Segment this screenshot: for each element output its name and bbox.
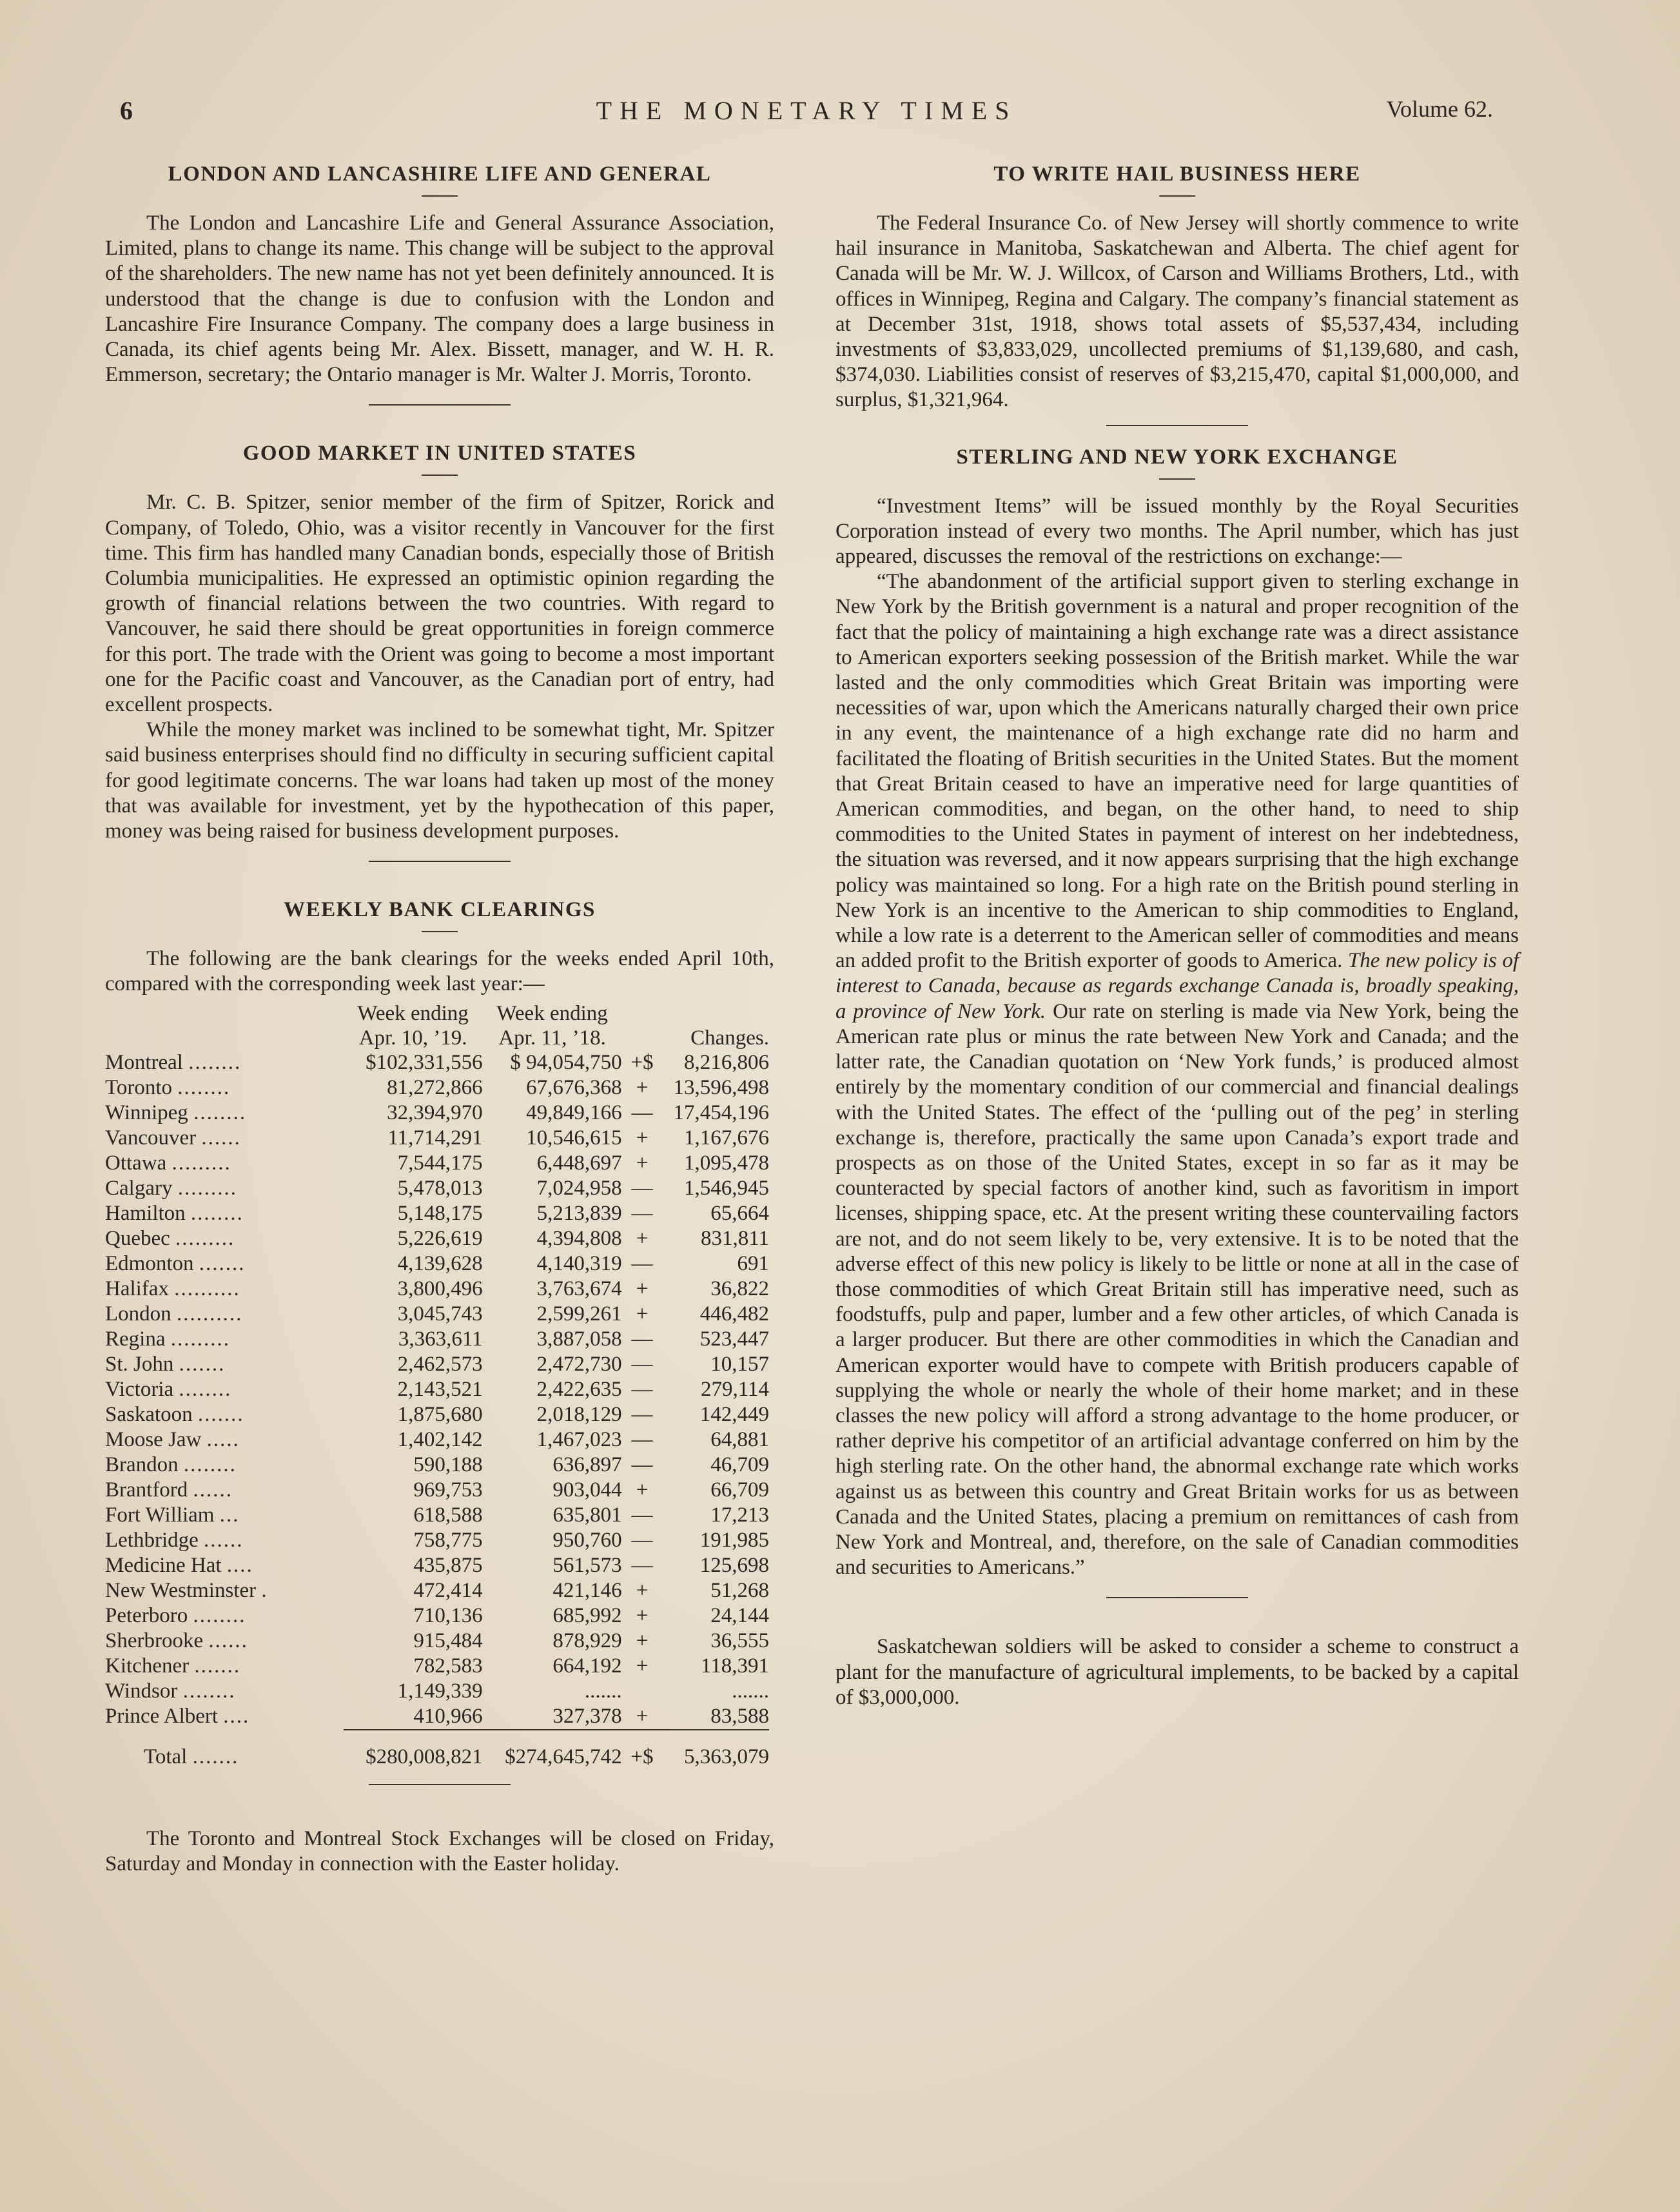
- table-row: [105, 1101, 769, 1126]
- change-value: 36,555: [710, 1629, 769, 1652]
- city-name: Saskatoon: [105, 1402, 193, 1426]
- change-value: 125,698: [699, 1553, 769, 1577]
- change-value: 65,664: [710, 1201, 769, 1225]
- change-value: 1,095,478: [684, 1151, 769, 1175]
- leader-dots: .........: [171, 1151, 231, 1175]
- article-title: GOOD MARKET IN UNITED STATES: [242, 442, 637, 465]
- value-2018: 685,992: [552, 1603, 622, 1627]
- change-value: 118,391: [700, 1654, 769, 1678]
- left-column: [105, 162, 774, 1877]
- change-value: 1,546,945: [684, 1176, 769, 1200]
- leader-dots: .......: [192, 1745, 239, 1768]
- total-row: [105, 1741, 769, 1770]
- value-2019: 7,544,175: [397, 1151, 483, 1175]
- change-value: 17,454,196: [673, 1101, 769, 1124]
- change-sign: —: [631, 1553, 653, 1577]
- table-row: [105, 1528, 769, 1553]
- col-header-2: Week ending: [496, 1001, 608, 1025]
- article-paragraph: [835, 569, 1519, 1580]
- change-sign: +: [636, 1126, 649, 1150]
- table-body: [105, 1050, 769, 1730]
- quote-italic: The new policy is of interest to Canada, because as regards exchange Canada is, broadly speaking, a province of New York.: [835, 949, 1519, 1023]
- leader-dots: ..........: [176, 1302, 243, 1326]
- change-value: 83,588: [710, 1704, 769, 1728]
- change-sign: —: [631, 1453, 653, 1476]
- change-value: 142,449: [699, 1402, 769, 1426]
- change-sign: +$: [630, 1050, 654, 1074]
- value-2018: 903,044: [552, 1478, 622, 1502]
- change-sign: —: [631, 1101, 653, 1124]
- leader-dots: ...: [219, 1503, 240, 1527]
- value-2018: 10,546,615: [526, 1126, 622, 1150]
- change-value: 446,482: [699, 1302, 769, 1326]
- col-header-1-date: Apr. 10, ’19.: [358, 1026, 467, 1050]
- value-2019: 5,148,175: [397, 1201, 483, 1225]
- notice-paragraph: The Toronto and Montreal Stock Exchanges will be closed on Friday, Saturday and Monday in connection with the Easter holiday.: [105, 1826, 774, 1875]
- value-2019: 32,394,970: [387, 1101, 483, 1124]
- change-value: 10,157: [710, 1352, 769, 1376]
- article-separator: [369, 861, 511, 862]
- total-label: Total: [144, 1745, 188, 1768]
- value-2018: 7,024,958: [536, 1176, 622, 1200]
- leader-dots: ........: [182, 1679, 236, 1703]
- city-name: Windsor: [105, 1679, 178, 1703]
- change-sign: [622, 1679, 663, 1704]
- table-row: [105, 1402, 769, 1427]
- value-2018: 561,573: [552, 1553, 622, 1577]
- quote-text: “The abandonment of the artificial support given to sterling exchange in New York by the British government is a natural and proper recognition of the fact that the policy of maintaining a high exchange rate was a direct assistance to American exporters seeking possession of the British market. While the war lasted and the only commodities which Great Britain was importing were necessities of war, upon which the Americans naturally charged their own price in any event, the maintenance of a high exchange rate did no harm and facilitated the floating of British securities in the United States. But the moment that Great Britain ceased to have an imperative need for large quantities of American commodities, and began, on the other hand, to need to ship commodities to the United States in payment of interest on her indebtedness, the situation was reversed, and it now appears surprising that the high exchange policy was maintained so long. For a high rate on the British pound sterling in New York is an incentive to the American to ship commodities to England, while a low rate is a deterrent to the American seller of commodities and means an added profit to the British exporter of goods to America.: [835, 570, 1519, 973]
- table-row: [105, 1277, 769, 1302]
- table-row: [105, 1151, 769, 1176]
- value-2019: 435,875: [413, 1553, 483, 1577]
- value-2019: 618,588: [413, 1503, 483, 1527]
- leader-dots: ....: [223, 1705, 250, 1728]
- value-2019: 3,363,611: [398, 1327, 483, 1351]
- value-2018: 49,849,166: [526, 1101, 622, 1124]
- table-row: [105, 1201, 769, 1226]
- leader-dots: ........: [177, 1075, 231, 1099]
- change-sign: —: [631, 1201, 653, 1225]
- city-name: Prince Albert: [105, 1705, 219, 1728]
- leader-dots: ......: [201, 1126, 241, 1150]
- table-row: [105, 1176, 769, 1201]
- bank-clearings-table: [105, 1001, 769, 1770]
- value-2018: 327,378: [552, 1704, 622, 1728]
- city-name: Lethbridge: [105, 1528, 199, 1552]
- value-2018: 3,763,674: [536, 1277, 622, 1300]
- leader-dots: ....: [226, 1553, 253, 1577]
- value-2019: 11,714,291: [387, 1126, 483, 1150]
- value-2018: 421,146: [552, 1578, 622, 1602]
- leader-dots: ..........: [174, 1277, 240, 1300]
- change-sign: +: [636, 1629, 649, 1652]
- value-2018: 2,599,261: [536, 1302, 622, 1326]
- table-row: [105, 1251, 769, 1277]
- leader-dots: .......: [194, 1654, 241, 1678]
- table-intro: The following are the bank clearings for the weeks ended April 10th, compared with the corresponding week last year:—: [105, 947, 774, 996]
- change-value: 64,881: [710, 1427, 769, 1451]
- change-sign: +: [636, 1578, 649, 1602]
- quote-text: Our rate on sterling is made via New York, being the American rate plus or minus the rate between New York and Canada; and the latter rate, the Canadian quotation on ‘New York funds,’ is produced almost entirely by the momentary condition of our commercial and financial dealings with the United States. The effect of the ‘pulling out of the peg’ in sterling exchange is, therefore, practically the same upon Canada’s export trade and prospects as on those of the United States, except in so far as it may be counteracted by special factors of another kind, such as favoritism in import licenses, shipping space, etc. At the present writing these countervailing factors are not, and do not seem likely to be, very extensive. It is to be noted that the adverse effect of this new policy is likely to be little or none at all in the case of those commodities of which Great Britain still has imperative need, such as foodstuffs, pulp and paper, lumber and a few other articles, of which Canada is a larger producer. But there are other commodities in which the Canadian and American exporter would have to compete with British producers capable of supplying the whole or nearly the whole of their home market; and in these classes the new policy will afford a strong advantage to the home producer, or rather deprive his competitor of an artificial advantage conferred on him by the high sterling rate. On the other hand, the abnormal exchange rate which works against us as between this country and Great Britain works for us as between Canada and the United States, placing a premium on remittances of cash from New York and Montreal, and, therefore, on the sale of Canadian commodities and securities to Americans.”: [835, 999, 1519, 1580]
- city-name: Regina: [105, 1327, 166, 1351]
- col-header-1: Week ending: [357, 1001, 469, 1025]
- total-2019: $280,008,821: [366, 1745, 483, 1768]
- change-sign: —: [631, 1528, 653, 1552]
- value-2019: 969,753: [413, 1478, 483, 1502]
- change-value: 66,709: [710, 1478, 769, 1502]
- city-name: Halifax: [105, 1277, 169, 1300]
- leader-dots: .......: [197, 1402, 244, 1426]
- change-value: 279,114: [700, 1377, 769, 1401]
- change-sign: —: [631, 1327, 653, 1351]
- value-2018: 636,897: [552, 1453, 622, 1476]
- change-value: .......: [732, 1679, 769, 1703]
- city-name: Toronto: [105, 1075, 173, 1099]
- table-row: [105, 1629, 769, 1654]
- title-rule: [422, 195, 458, 197]
- table-row: [105, 1377, 769, 1402]
- change-sign: —: [631, 1377, 653, 1401]
- article-separator: [1106, 425, 1248, 426]
- city-name: Ottawa: [105, 1151, 167, 1175]
- city-name: London: [105, 1302, 171, 1326]
- article-title: LONDON AND LANCASHIRE LIFE AND GENERAL: [168, 162, 712, 186]
- notice-paragraph: Saskatchewan soldiers will be asked to consider a scheme to construct a plant for the manufacture of agricultural implements, to be backed by a capital of $3,000,000.: [835, 1635, 1519, 1709]
- value-2019: 758,775: [413, 1528, 483, 1552]
- change-value: 17,213: [710, 1503, 769, 1527]
- page-number: 6: [120, 96, 133, 125]
- title-rule: [422, 931, 458, 932]
- value-2018: 4,394,808: [536, 1226, 622, 1250]
- title-rule: [1159, 478, 1195, 480]
- leader-dots: ........: [183, 1453, 237, 1476]
- value-2018: 2,422,635: [536, 1377, 622, 1401]
- city-name: Medicine Hat: [105, 1553, 222, 1577]
- change-value: 691: [737, 1251, 769, 1275]
- value-2019: 81,272,866: [387, 1075, 483, 1099]
- value-2018: .......: [584, 1679, 622, 1703]
- city-name: Hamilton: [105, 1201, 186, 1225]
- table-row: [105, 1302, 769, 1327]
- value-2018: 635,801: [552, 1503, 622, 1527]
- value-2018: 950,760: [552, 1528, 622, 1552]
- table-row: [105, 1427, 769, 1453]
- change-value: 36,822: [710, 1277, 769, 1300]
- volume-label: Volume 62.: [1386, 96, 1493, 122]
- article-title: TO WRITE HAIL BUSINESS HERE: [993, 162, 1361, 186]
- change-value: 24,144: [710, 1603, 769, 1627]
- change-sign: +: [636, 1302, 649, 1326]
- city-name: Brantford: [105, 1478, 188, 1502]
- change-value: 523,447: [699, 1327, 769, 1351]
- change-sign: —: [631, 1402, 653, 1426]
- col-header-2-date: Apr. 11, ’18.: [498, 1026, 606, 1050]
- change-sign: +: [636, 1151, 649, 1175]
- table-row: [105, 1050, 769, 1075]
- city-name: Moose Jaw: [105, 1427, 202, 1451]
- value-2018: 1,467,023: [536, 1427, 622, 1451]
- city-name: Brandon: [105, 1453, 179, 1476]
- article-paragraph: While the money market was inclined to be somewhat tight, Mr. Spitzer said business enterprises should find no difficulty in securing sufficient capital for good legitimate concerns. The war loans had taken up most of the money that was available for investment, yet by the hypothecation of this paper, money was being raised for business development purposes.: [105, 718, 774, 843]
- value-2019: 3,800,496: [397, 1277, 483, 1300]
- table-row: [105, 1126, 769, 1151]
- title-rule: [1159, 195, 1195, 197]
- change-sign: —: [631, 1427, 653, 1451]
- leader-dots: .......: [199, 1251, 246, 1275]
- table-row: [105, 1704, 769, 1730]
- table-row: [105, 1578, 769, 1603]
- table-row: [105, 1503, 769, 1528]
- article-paragraph: Mr. C. B. Spitzer, senior member of the firm of Spitzer, Rorick and Company, of Toledo, Ohio, was a visitor recently in Vancouver for the first time. This firm has handled many Canadian bonds, especially those of British Columbia municipalities. He expressed an optimistic opinion regarding the growth of financial relations between the two countries. With regard to Vancouver, he said there should be great opportunities in foreign commerce for this port. The trade with the Orient was going to become a most important one for the Pacific coast and Vancouver, as the Canadian port of entry, had excellent prospects.: [105, 491, 774, 717]
- city-name: St. John: [105, 1352, 174, 1376]
- publication-title: THE MONETARY TIMES: [596, 96, 1017, 125]
- city-name: Victoria: [105, 1377, 174, 1401]
- change-sign: +: [636, 1704, 649, 1728]
- article-paragraph: “Investment Items” will be issued monthly by the Royal Securities Corporation instead of every two months. The April number, which has just appeared, discusses the removal of the restrictions on exchange:—: [835, 494, 1519, 569]
- leader-dots: ........: [188, 1050, 242, 1074]
- table-header-row: [105, 1001, 769, 1026]
- change-value: 51,268: [710, 1578, 769, 1602]
- total-change: 5,363,079: [684, 1745, 769, 1768]
- city-name: Edmonton: [105, 1251, 194, 1275]
- change-sign: —: [631, 1176, 653, 1200]
- change-sign: +: [636, 1478, 649, 1502]
- value-2018: 67,676,368: [526, 1075, 622, 1099]
- leader-dots: .........: [170, 1327, 230, 1351]
- article-title: STERLING AND NEW YORK EXCHANGE: [956, 445, 1398, 469]
- change-sign: +: [636, 1075, 649, 1099]
- table-row: [105, 1453, 769, 1478]
- change-sign: +: [636, 1226, 649, 1250]
- leader-dots: ......: [204, 1528, 244, 1552]
- leader-dots: ........: [179, 1377, 232, 1401]
- leader-dots: .......: [179, 1352, 226, 1376]
- value-2019: 4,139,628: [397, 1251, 483, 1275]
- article-separator: [1106, 1597, 1248, 1598]
- change-value: 191,985: [699, 1528, 769, 1552]
- value-2018: 878,929: [552, 1629, 622, 1652]
- running-head: [120, 90, 1493, 129]
- value-2018: 2,018,129: [536, 1402, 622, 1426]
- article-title: WEEKLY BANK CLEARINGS: [284, 898, 596, 922]
- value-2019: 782,583: [413, 1654, 483, 1678]
- table-row: [105, 1679, 769, 1704]
- city-name: New Westminster: [105, 1578, 257, 1602]
- total-rule-row: [105, 1730, 769, 1741]
- right-column: [835, 162, 1519, 1710]
- value-2019: 410,966: [413, 1704, 483, 1728]
- city-name: Quebec: [105, 1226, 170, 1250]
- table-row: [105, 1478, 769, 1503]
- value-2019: 472,414: [413, 1578, 483, 1602]
- value-2019: 3,045,743: [397, 1302, 483, 1326]
- change-sign: +: [636, 1603, 649, 1627]
- value-2018: 4,140,319: [536, 1251, 622, 1275]
- value-2019: 5,478,013: [397, 1176, 483, 1200]
- value-2019: 915,484: [413, 1629, 483, 1652]
- value-2018: 3,887,058: [536, 1327, 622, 1351]
- city-name: Kitchener: [105, 1654, 190, 1678]
- value-2019: 1,875,680: [397, 1402, 483, 1426]
- table-header-row: [105, 1026, 769, 1050]
- table-row: [105, 1603, 769, 1629]
- leader-dots: .........: [175, 1226, 235, 1250]
- city-name: Fort William: [105, 1503, 215, 1527]
- city-name: Peterboro: [105, 1603, 188, 1627]
- value-2018: $ 94,054,750: [510, 1050, 622, 1074]
- col-header-changes: Changes.: [690, 1026, 769, 1050]
- table-row: [105, 1553, 769, 1578]
- city-name: Sherbrooke: [105, 1629, 204, 1652]
- table-row: [105, 1654, 769, 1679]
- leader-dots: .........: [177, 1176, 237, 1200]
- value-2019: 1,149,339: [397, 1679, 483, 1703]
- value-2019: 1,402,142: [397, 1427, 483, 1451]
- table-row: [105, 1352, 769, 1377]
- value-2018: 664,192: [552, 1654, 622, 1678]
- value-2019: 2,143,521: [397, 1377, 483, 1401]
- leader-dots: .....: [206, 1427, 240, 1451]
- leader-dots: ......: [193, 1478, 233, 1502]
- change-value: 46,709: [710, 1453, 769, 1476]
- total-sign: +$: [630, 1745, 654, 1768]
- value-2019: 5,226,619: [397, 1226, 483, 1250]
- city-name: Montreal: [105, 1050, 183, 1074]
- change-sign: +: [636, 1654, 649, 1678]
- city-name: Vancouver: [105, 1126, 197, 1150]
- value-2018: 2,472,730: [536, 1352, 622, 1376]
- title-rule: [422, 475, 458, 476]
- change-sign: +: [636, 1277, 649, 1300]
- value-2018: 6,448,697: [536, 1151, 622, 1175]
- change-value: 831,811: [700, 1226, 769, 1250]
- change-value: 13,596,498: [673, 1075, 769, 1099]
- city-name: Winnipeg: [105, 1101, 188, 1124]
- change-sign: —: [631, 1251, 653, 1275]
- change-value: 8,216,806: [684, 1050, 769, 1074]
- leader-dots: .: [261, 1578, 268, 1602]
- article-separator: [369, 1784, 511, 1785]
- table-row: [105, 1075, 769, 1101]
- value-2019: 2,462,573: [397, 1352, 483, 1376]
- leader-dots: ......: [208, 1629, 248, 1652]
- change-sign: —: [631, 1503, 653, 1527]
- table-row: [105, 1327, 769, 1352]
- total-2018: $274,645,742: [505, 1745, 622, 1768]
- value-2019: 590,188: [413, 1453, 483, 1476]
- leader-dots: ........: [193, 1603, 246, 1627]
- article-paragraph: The London and Lancashire Life and General Assurance Association, Limited, plans to change its name. This change will be subject to the approval of the shareholders. The new name has not yet been definitely announced. It is understood that the change is due to confusion with the London and Lancashire Fire Insurance Company. The company does a large business in Canada, its chief agents being Mr. Alex. Bissett, manager, and W. H. R. Emmerson, secretary; the Ontario manager is Mr. Walter J. Morris, Toronto.: [105, 211, 774, 387]
- value-2019: $102,331,556: [366, 1050, 483, 1074]
- article-paragraph: The Federal Insurance Co. of New Jersey will shortly commence to write hail insurance in Manitoba, Saskatchewan and Alberta. The chief agent for Canada will be Mr. W. J. Willcox, of Carson and Williams Brothers, Ltd., with offices in Winnipeg, Regina and Calgary. The company’s financial statement as at December 31st, 1918, shows total assets of $5,537,434, including investments of $3,833,029, uncollected premiums of $1,139,680, and cash, $374,030. Liabilities consist of reserves of $3,215,470, capital $1,000,000, and surplus, $1,321,964.: [835, 211, 1519, 412]
- leader-dots: ........: [190, 1201, 244, 1225]
- change-value: 1,167,676: [684, 1126, 769, 1150]
- value-2018: 5,213,839: [536, 1201, 622, 1225]
- leader-dots: ........: [193, 1101, 247, 1124]
- value-2019: 710,136: [413, 1603, 483, 1627]
- article-separator: [369, 404, 511, 406]
- change-sign: —: [631, 1352, 653, 1376]
- city-name: Calgary: [105, 1176, 173, 1200]
- table-row: [105, 1226, 769, 1251]
